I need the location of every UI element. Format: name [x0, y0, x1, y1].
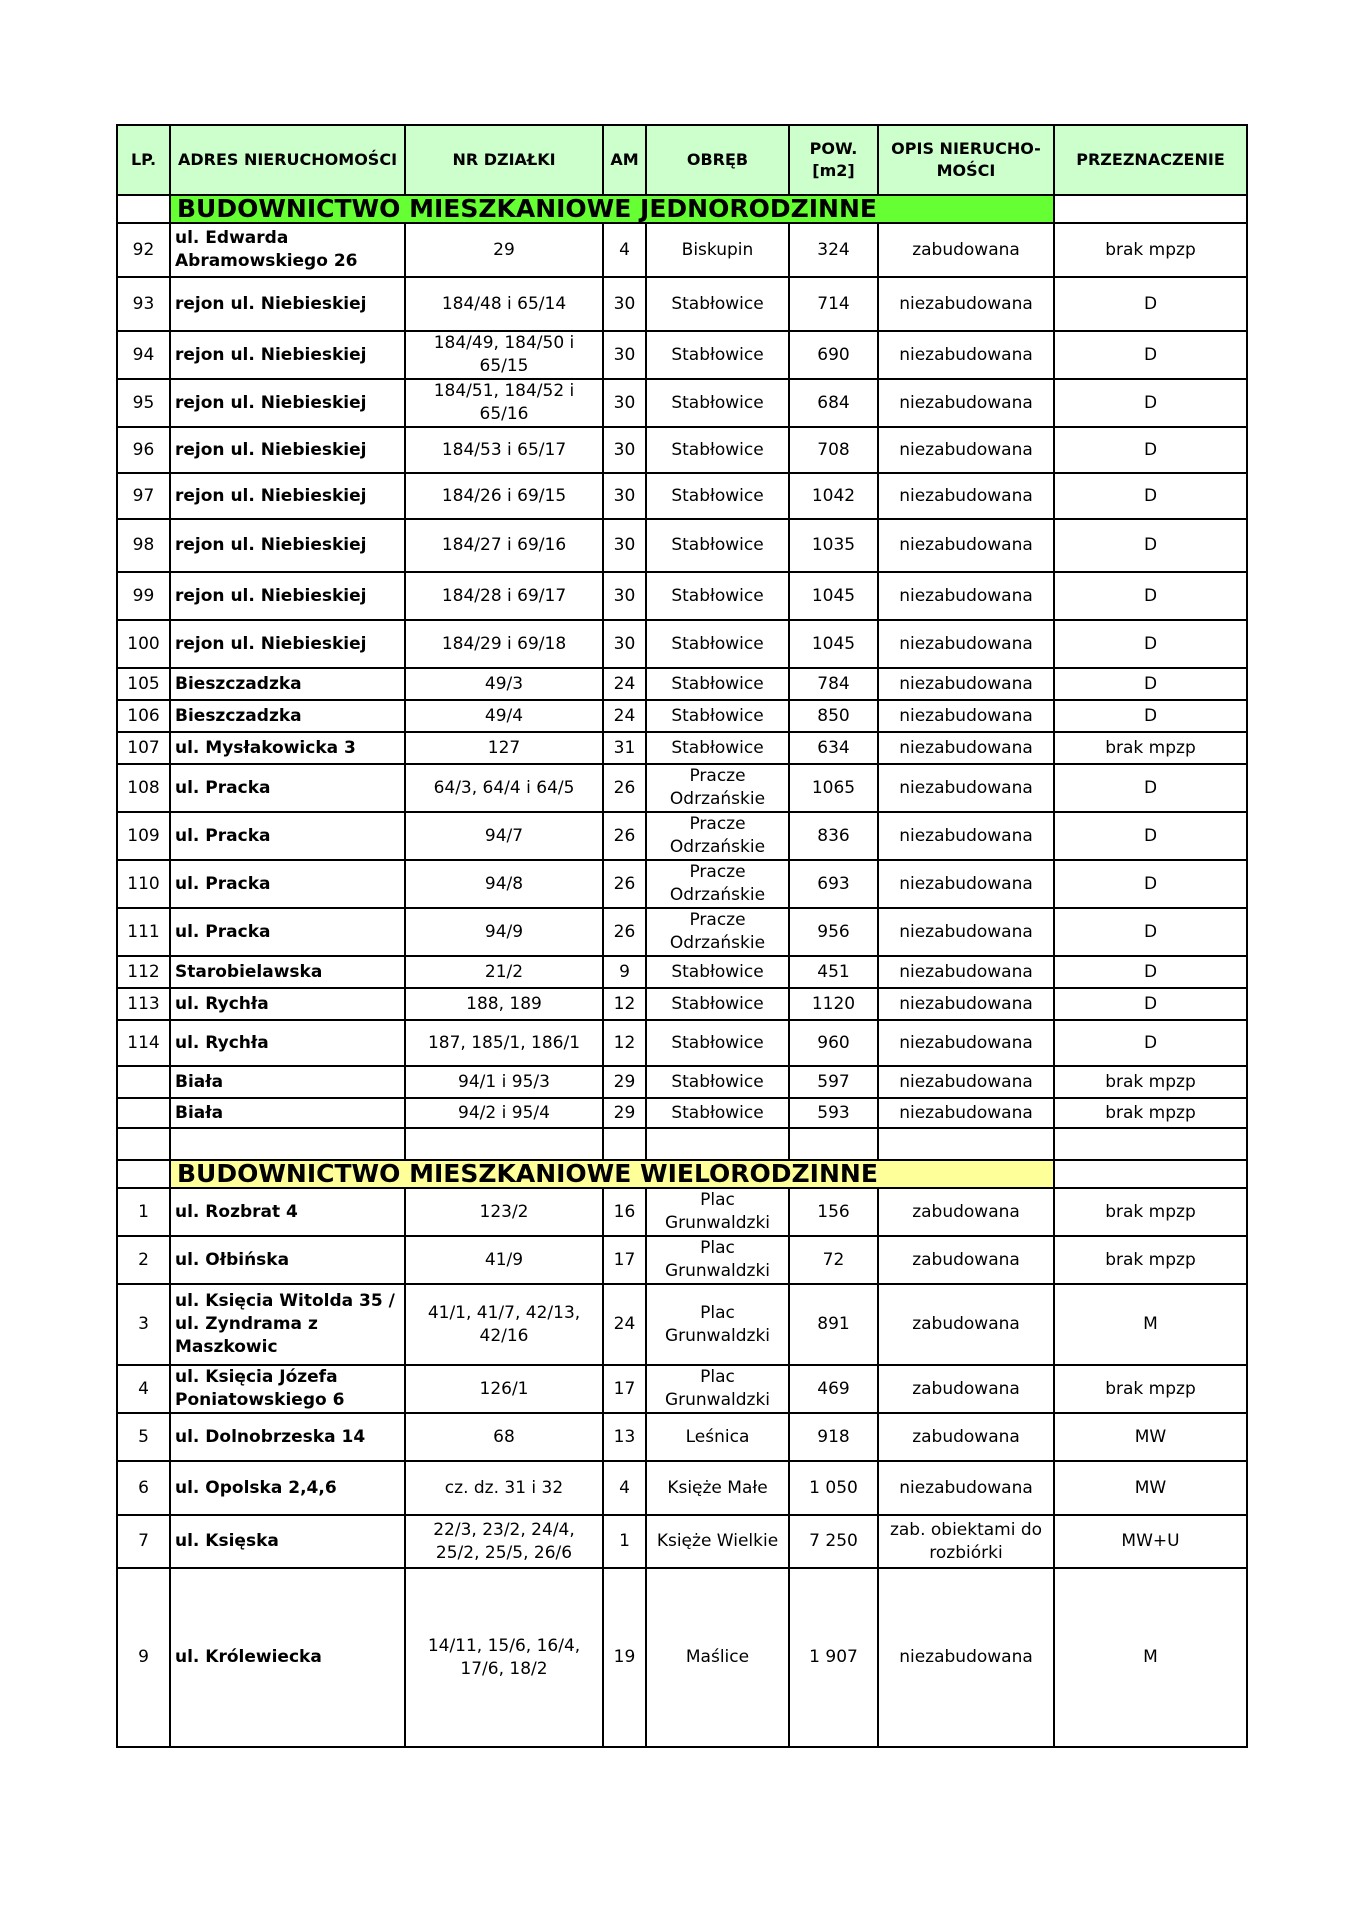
property-table — [116, 124, 1248, 1748]
section-spacer-cell — [117, 195, 170, 223]
description-cell: niezabudowana — [878, 1098, 1054, 1128]
section-spacer-cell — [117, 1160, 170, 1188]
map-sheet-cell: 30 — [603, 620, 646, 668]
lp-cell: 6 — [117, 1461, 170, 1515]
precinct-cell: Stabłowice — [646, 700, 789, 732]
precinct-cell: Stabłowice — [646, 427, 789, 473]
description-cell: niezabudowana — [878, 620, 1054, 668]
address-cell: ul. Rychła — [170, 1020, 405, 1066]
map-sheet-cell: 16 — [603, 1188, 646, 1236]
header-opis: OPIS NIERUCHO-MOŚCI — [878, 125, 1054, 195]
purpose-cell: brak mpzp — [1054, 223, 1247, 277]
description-cell: zabudowana — [878, 1188, 1054, 1236]
parcel-cell: 41/1, 41/7, 42/13, 42/16 — [405, 1284, 603, 1365]
precinct-cell: Pracze Odrzańskie — [646, 908, 789, 956]
table-row — [117, 519, 1247, 572]
precinct-cell: Stabłowice — [646, 988, 789, 1020]
lp-cell: 114 — [117, 1020, 170, 1066]
address-cell: ul. Pracka — [170, 764, 405, 812]
header-adres: ADRES NIERUCHOMOŚCI — [170, 125, 405, 195]
parcel-cell: 49/4 — [405, 700, 603, 732]
area-cell: 836 — [789, 812, 878, 860]
lp-cell: 94 — [117, 331, 170, 379]
map-sheet-cell: 17 — [603, 1365, 646, 1413]
address-cell: ul. Pracka — [170, 812, 405, 860]
lp-cell: 3 — [117, 1284, 170, 1365]
description-cell: niezabudowana — [878, 473, 1054, 519]
precinct-cell: Stabłowice — [646, 668, 789, 700]
precinct-cell: Plac Grunwaldzki — [646, 1365, 789, 1413]
purpose-cell: brak mpzp — [1054, 1098, 1247, 1128]
precinct-cell: Pracze Odrzańskie — [646, 812, 789, 860]
address-cell: Bieszczadzka — [170, 668, 405, 700]
lp-cell: 108 — [117, 764, 170, 812]
purpose-cell: D — [1054, 519, 1247, 572]
section-spacer-cell — [1054, 1160, 1247, 1188]
address-cell: ul. Pracka — [170, 860, 405, 908]
lp-cell: 110 — [117, 860, 170, 908]
map-sheet-cell: 30 — [603, 427, 646, 473]
area-cell: 156 — [789, 1188, 878, 1236]
parcel-cell: 126/1 — [405, 1365, 603, 1413]
address-cell: Biała — [170, 1066, 405, 1098]
section-header-row — [117, 195, 1247, 223]
description-cell: zabudowana — [878, 1236, 1054, 1284]
lp-cell: 95 — [117, 379, 170, 427]
precinct-cell: Stabłowice — [646, 1098, 789, 1128]
lp-cell: 1 — [117, 1188, 170, 1236]
area-cell: 1065 — [789, 764, 878, 812]
purpose-cell — [1054, 1128, 1247, 1160]
table-row — [117, 1461, 1247, 1515]
parcel-cell: 184/48 i 65/14 — [405, 277, 603, 331]
lp-cell: 100 — [117, 620, 170, 668]
header-obreb: OBRĘB — [646, 125, 789, 195]
purpose-cell: D — [1054, 908, 1247, 956]
description-cell: zabudowana — [878, 1284, 1054, 1365]
map-sheet-cell: 30 — [603, 331, 646, 379]
address-cell: rejon ul. Niebieskiej — [170, 379, 405, 427]
map-sheet-cell: 12 — [603, 988, 646, 1020]
area-cell: 684 — [789, 379, 878, 427]
section-header-row — [117, 1160, 1247, 1188]
description-cell: niezabudowana — [878, 908, 1054, 956]
map-sheet-cell: 24 — [603, 1284, 646, 1365]
purpose-cell: D — [1054, 956, 1247, 988]
precinct-cell: Stabłowice — [646, 1020, 789, 1066]
header-lp: LP. — [117, 125, 170, 195]
parcel-cell: 184/28 i 69/17 — [405, 572, 603, 620]
header-am: AM — [603, 125, 646, 195]
purpose-cell: MW+U — [1054, 1515, 1247, 1568]
table-row — [117, 1098, 1247, 1128]
map-sheet-cell: 24 — [603, 700, 646, 732]
map-sheet-cell: 31 — [603, 732, 646, 764]
parcel-cell: 187, 185/1, 186/1 — [405, 1020, 603, 1066]
parcel-cell: 14/11, 15/6, 16/4, 17/6, 18/2 — [405, 1568, 603, 1747]
lp-cell: 107 — [117, 732, 170, 764]
area-cell: 1120 — [789, 988, 878, 1020]
table-row — [117, 956, 1247, 988]
lp-cell: 113 — [117, 988, 170, 1020]
description-cell: niezabudowana — [878, 1568, 1054, 1747]
lp-cell: 7 — [117, 1515, 170, 1568]
lp-cell: 92 — [117, 223, 170, 277]
purpose-cell: brak mpzp — [1054, 1066, 1247, 1098]
table-row — [117, 908, 1247, 956]
address-cell: ul. Edwarda Abramowskiego 26 — [170, 223, 405, 277]
purpose-cell: D — [1054, 331, 1247, 379]
table-row — [117, 1020, 1247, 1066]
precinct-cell: Stabłowice — [646, 331, 789, 379]
parcel-cell: 68 — [405, 1413, 603, 1461]
map-sheet-cell: 26 — [603, 908, 646, 956]
area-cell: 714 — [789, 277, 878, 331]
precinct-cell: Stabłowice — [646, 956, 789, 988]
lp-cell — [117, 1066, 170, 1098]
map-sheet-cell: 4 — [603, 223, 646, 277]
parcel-cell: 123/2 — [405, 1188, 603, 1236]
address-cell: ul. Rozbrat 4 — [170, 1188, 405, 1236]
table-row — [117, 988, 1247, 1020]
parcel-cell: 64/3, 64/4 i 64/5 — [405, 764, 603, 812]
lp-cell: 2 — [117, 1236, 170, 1284]
description-cell: niezabudowana — [878, 988, 1054, 1020]
parcel-cell: 184/51, 184/52 i 65/16 — [405, 379, 603, 427]
description-cell: zabudowana — [878, 1365, 1054, 1413]
precinct-cell: Biskupin — [646, 223, 789, 277]
map-sheet-cell: 29 — [603, 1098, 646, 1128]
header-row — [117, 125, 1247, 195]
area-cell: 1045 — [789, 572, 878, 620]
lp-cell: 109 — [117, 812, 170, 860]
area-cell: 1045 — [789, 620, 878, 668]
area-cell: 469 — [789, 1365, 878, 1413]
address-cell: ul. Rychła — [170, 988, 405, 1020]
table-row — [117, 1128, 1247, 1160]
precinct-cell: Plac Grunwaldzki — [646, 1188, 789, 1236]
address-cell: ul. Księcia Witolda 35 / ul. Zyndrama z Maszkowic — [170, 1284, 405, 1365]
map-sheet-cell: 29 — [603, 1066, 646, 1098]
map-sheet-cell: 30 — [603, 277, 646, 331]
area-cell: 850 — [789, 700, 878, 732]
table-row — [117, 764, 1247, 812]
section-spacer-cell — [1054, 195, 1247, 223]
map-sheet-cell: 30 — [603, 519, 646, 572]
map-sheet-cell: 26 — [603, 764, 646, 812]
parcel-cell: 184/26 i 69/15 — [405, 473, 603, 519]
description-cell: niezabudowana — [878, 860, 1054, 908]
map-sheet-cell: 19 — [603, 1568, 646, 1747]
table-row — [117, 572, 1247, 620]
table-row — [117, 379, 1247, 427]
description-cell: zabudowana — [878, 223, 1054, 277]
table-row — [117, 1188, 1247, 1236]
table-row — [117, 427, 1247, 473]
parcel-cell: 184/53 i 65/17 — [405, 427, 603, 473]
description-cell: zab. obiektami do rozbiórki — [878, 1515, 1054, 1568]
description-cell: zabudowana — [878, 1413, 1054, 1461]
purpose-cell: brak mpzp — [1054, 1188, 1247, 1236]
area-cell: 451 — [789, 956, 878, 988]
map-sheet-cell: 4 — [603, 1461, 646, 1515]
precinct-cell: Stabłowice — [646, 620, 789, 668]
description-cell: niezabudowana — [878, 1461, 1054, 1515]
address-cell: rejon ul. Niebieskiej — [170, 427, 405, 473]
section-title: BUDOWNICTWO MIESZKANIOWE JEDNORODZINNE — [170, 195, 1054, 223]
area-cell: 918 — [789, 1413, 878, 1461]
address-cell: rejon ul. Niebieskiej — [170, 473, 405, 519]
purpose-cell: D — [1054, 812, 1247, 860]
lp-cell: 5 — [117, 1413, 170, 1461]
purpose-cell: brak mpzp — [1054, 1236, 1247, 1284]
address-cell: Bieszczadzka — [170, 700, 405, 732]
purpose-cell: M — [1054, 1284, 1247, 1365]
map-sheet-cell: 13 — [603, 1413, 646, 1461]
area-cell: 960 — [789, 1020, 878, 1066]
address-cell: ul. Dolnobrzeska 14 — [170, 1413, 405, 1461]
purpose-cell: brak mpzp — [1054, 732, 1247, 764]
address-cell — [170, 1128, 405, 1160]
precinct-cell: Stabłowice — [646, 379, 789, 427]
description-cell: niezabudowana — [878, 1066, 1054, 1098]
purpose-cell: MW — [1054, 1461, 1247, 1515]
lp-cell: 93 — [117, 277, 170, 331]
purpose-cell: MW — [1054, 1413, 1247, 1461]
description-cell: niezabudowana — [878, 700, 1054, 732]
parcel-cell: 21/2 — [405, 956, 603, 988]
address-cell: ul. Królewiecka — [170, 1568, 405, 1747]
area-cell: 7 250 — [789, 1515, 878, 1568]
address-cell: rejon ul. Niebieskiej — [170, 331, 405, 379]
lp-cell: 99 — [117, 572, 170, 620]
address-cell: Starobielawska — [170, 956, 405, 988]
description-cell: niezabudowana — [878, 1020, 1054, 1066]
lp-cell — [117, 1098, 170, 1128]
map-sheet-cell: 9 — [603, 956, 646, 988]
area-cell — [789, 1128, 878, 1160]
description-cell: niezabudowana — [878, 812, 1054, 860]
precinct-cell: Stabłowice — [646, 572, 789, 620]
precinct-cell: Stabłowice — [646, 732, 789, 764]
precinct-cell: Stabłowice — [646, 473, 789, 519]
precinct-cell: Maślice — [646, 1568, 789, 1747]
map-sheet-cell: 30 — [603, 572, 646, 620]
table-row — [117, 668, 1247, 700]
address-cell: rejon ul. Niebieskiej — [170, 620, 405, 668]
map-sheet-cell: 1 — [603, 1515, 646, 1568]
header-przeznaczenie: PRZEZNACZENIE — [1054, 125, 1247, 195]
area-cell: 1042 — [789, 473, 878, 519]
purpose-cell: brak mpzp — [1054, 1365, 1247, 1413]
purpose-cell: D — [1054, 379, 1247, 427]
description-cell: niezabudowana — [878, 572, 1054, 620]
parcel-cell: 188, 189 — [405, 988, 603, 1020]
area-cell: 1035 — [789, 519, 878, 572]
parcel-cell: cz. dz. 31 i 32 — [405, 1461, 603, 1515]
map-sheet-cell: 17 — [603, 1236, 646, 1284]
area-cell: 891 — [789, 1284, 878, 1365]
table-row — [117, 331, 1247, 379]
area-cell: 593 — [789, 1098, 878, 1128]
header-pow: POW. [m2] — [789, 125, 878, 195]
map-sheet-cell: 12 — [603, 1020, 646, 1066]
precinct-cell: Stabłowice — [646, 1066, 789, 1098]
purpose-cell: D — [1054, 473, 1247, 519]
map-sheet-cell: 30 — [603, 473, 646, 519]
description-cell: niezabudowana — [878, 668, 1054, 700]
precinct-cell: Leśnica — [646, 1413, 789, 1461]
description-cell: niezabudowana — [878, 519, 1054, 572]
precinct-cell: Księże Małe — [646, 1461, 789, 1515]
map-sheet-cell: 26 — [603, 812, 646, 860]
parcel-cell: 94/2 i 95/4 — [405, 1098, 603, 1128]
map-sheet-cell: 24 — [603, 668, 646, 700]
area-cell: 72 — [789, 1236, 878, 1284]
table-row — [117, 1066, 1247, 1098]
area-cell: 956 — [789, 908, 878, 956]
precinct-cell: Pracze Odrzańskie — [646, 860, 789, 908]
precinct-cell: Stabłowice — [646, 277, 789, 331]
parcel-cell: 94/7 — [405, 812, 603, 860]
address-cell: rejon ul. Niebieskiej — [170, 277, 405, 331]
lp-cell — [117, 1128, 170, 1160]
table-row — [117, 1413, 1247, 1461]
parcel-cell: 184/27 i 69/16 — [405, 519, 603, 572]
table-row — [117, 1365, 1247, 1413]
area-cell: 1 907 — [789, 1568, 878, 1747]
purpose-cell: D — [1054, 620, 1247, 668]
description-cell: niezabudowana — [878, 379, 1054, 427]
address-cell: ul. Księcia Józefa Poniatowskiego 6 — [170, 1365, 405, 1413]
lp-cell: 9 — [117, 1568, 170, 1747]
area-cell: 324 — [789, 223, 878, 277]
address-cell: rejon ul. Niebieskiej — [170, 572, 405, 620]
map-sheet-cell: 26 — [603, 860, 646, 908]
lp-cell: 98 — [117, 519, 170, 572]
address-cell: ul. Księska — [170, 1515, 405, 1568]
parcel-cell: 41/9 — [405, 1236, 603, 1284]
address-cell: ul. Opolska 2,4,6 — [170, 1461, 405, 1515]
area-cell: 693 — [789, 860, 878, 908]
parcel-cell: 184/49, 184/50 i 65/15 — [405, 331, 603, 379]
table-row — [117, 700, 1247, 732]
parcel-cell: 29 — [405, 223, 603, 277]
table-row — [117, 1236, 1247, 1284]
purpose-cell: D — [1054, 1020, 1247, 1066]
parcel-cell: 184/29 i 69/18 — [405, 620, 603, 668]
map-sheet-cell — [603, 1128, 646, 1160]
area-cell: 634 — [789, 732, 878, 764]
purpose-cell: M — [1054, 1568, 1247, 1747]
area-cell: 1 050 — [789, 1461, 878, 1515]
description-cell: niezabudowana — [878, 956, 1054, 988]
parcel-cell — [405, 1128, 603, 1160]
table-row — [117, 732, 1247, 764]
table-row — [117, 473, 1247, 519]
table-row — [117, 277, 1247, 331]
purpose-cell: D — [1054, 764, 1247, 812]
precinct-cell: Plac Grunwaldzki — [646, 1236, 789, 1284]
area-cell: 597 — [789, 1066, 878, 1098]
map-sheet-cell: 30 — [603, 379, 646, 427]
purpose-cell: D — [1054, 427, 1247, 473]
purpose-cell: D — [1054, 572, 1247, 620]
parcel-cell: 127 — [405, 732, 603, 764]
table-row — [117, 1284, 1247, 1365]
lp-cell: 111 — [117, 908, 170, 956]
description-cell — [878, 1128, 1054, 1160]
table-row — [117, 812, 1247, 860]
description-cell: niezabudowana — [878, 764, 1054, 812]
table-body — [117, 195, 1247, 1747]
precinct-cell: Stabłowice — [646, 519, 789, 572]
header-nr-dzialki: NR DZIAŁKI — [405, 125, 603, 195]
lp-cell: 4 — [117, 1365, 170, 1413]
purpose-cell: D — [1054, 700, 1247, 732]
precinct-cell: Pracze Odrzańskie — [646, 764, 789, 812]
section-title: BUDOWNICTWO MIESZKANIOWE WIELORODZINNE — [170, 1160, 1054, 1188]
description-cell: niezabudowana — [878, 277, 1054, 331]
description-cell: niezabudowana — [878, 331, 1054, 379]
table-row — [117, 620, 1247, 668]
parcel-cell: 94/9 — [405, 908, 603, 956]
address-cell: Biała — [170, 1098, 405, 1128]
area-cell: 690 — [789, 331, 878, 379]
parcel-cell: 94/1 i 95/3 — [405, 1066, 603, 1098]
address-cell: ul. Pracka — [170, 908, 405, 956]
description-cell: niezabudowana — [878, 732, 1054, 764]
table-row — [117, 860, 1247, 908]
area-cell: 784 — [789, 668, 878, 700]
purpose-cell: D — [1054, 277, 1247, 331]
table-row — [117, 1568, 1247, 1747]
parcel-cell: 49/3 — [405, 668, 603, 700]
table-row — [117, 1515, 1247, 1568]
lp-cell: 112 — [117, 956, 170, 988]
purpose-cell: D — [1054, 860, 1247, 908]
precinct-cell: Księże Wielkie — [646, 1515, 789, 1568]
purpose-cell: D — [1054, 668, 1247, 700]
area-cell: 708 — [789, 427, 878, 473]
parcel-cell: 94/8 — [405, 860, 603, 908]
address-cell: ul. Mysłakowicka 3 — [170, 732, 405, 764]
purpose-cell: D — [1054, 988, 1247, 1020]
address-cell: rejon ul. Niebieskiej — [170, 519, 405, 572]
lp-cell: 97 — [117, 473, 170, 519]
address-cell: ul. Ołbińska — [170, 1236, 405, 1284]
table-row — [117, 223, 1247, 277]
precinct-cell — [646, 1128, 789, 1160]
parcel-cell: 22/3, 23/2, 24/4, 25/2, 25/5, 26/6 — [405, 1515, 603, 1568]
lp-cell: 105 — [117, 668, 170, 700]
precinct-cell: Plac Grunwaldzki — [646, 1284, 789, 1365]
description-cell: niezabudowana — [878, 427, 1054, 473]
lp-cell: 96 — [117, 427, 170, 473]
lp-cell: 106 — [117, 700, 170, 732]
